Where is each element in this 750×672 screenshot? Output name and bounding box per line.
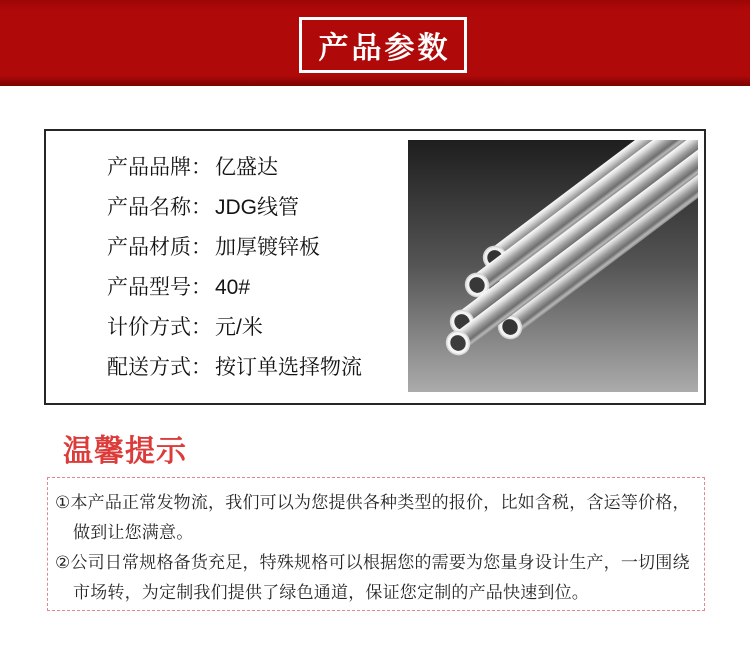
spec-row-brand (107, 148, 362, 188)
spec-value: 加厚镀锌板 (215, 236, 320, 259)
spec-value: 40# (215, 276, 251, 299)
spec-value: JDG线管 (215, 196, 299, 219)
product-image (408, 140, 698, 392)
spec-row-delivery (107, 348, 362, 388)
spec-value: 按订单选择物流 (215, 356, 362, 379)
spec-label: 产品品牌： (107, 156, 212, 179)
spec-label: 计价方式： (107, 316, 212, 339)
pipes-illustration (408, 140, 698, 392)
spec-row-material (107, 228, 362, 268)
tip-paragraph-2: ②公司日常规格备货充足，特殊规格可以根据您的需要为您量身设计生产，一切围绕市场转，为定制我们提供了绿色通道，保证您定制的产品快速到位。 (55, 553, 690, 602)
spec-row-name (107, 188, 362, 228)
spec-row-pricing (107, 308, 362, 348)
spec-row-model (107, 268, 362, 308)
spec-list (107, 148, 362, 388)
spec-value: 亿盛达 (215, 156, 278, 179)
spec-value: 元/米 (215, 316, 263, 339)
spec-label: 配送方式： (107, 356, 212, 379)
tips-heading: 温馨提示 (63, 435, 187, 468)
page-title-box (299, 17, 467, 73)
spec-label: 产品名称： (107, 196, 212, 219)
tips-panel (47, 477, 705, 611)
spec-label: 产品材质： (107, 236, 212, 259)
product-parameters-panel (44, 129, 706, 405)
page-title: 产品参数 (318, 32, 451, 65)
tip-paragraph-1: ①本产品正常发物流，我们可以为您提供各种类型的报价，比如含税，含运等价格，做到让您满意。 (55, 493, 690, 542)
header-banner (0, 0, 750, 86)
spec-label: 产品型号： (107, 276, 212, 299)
